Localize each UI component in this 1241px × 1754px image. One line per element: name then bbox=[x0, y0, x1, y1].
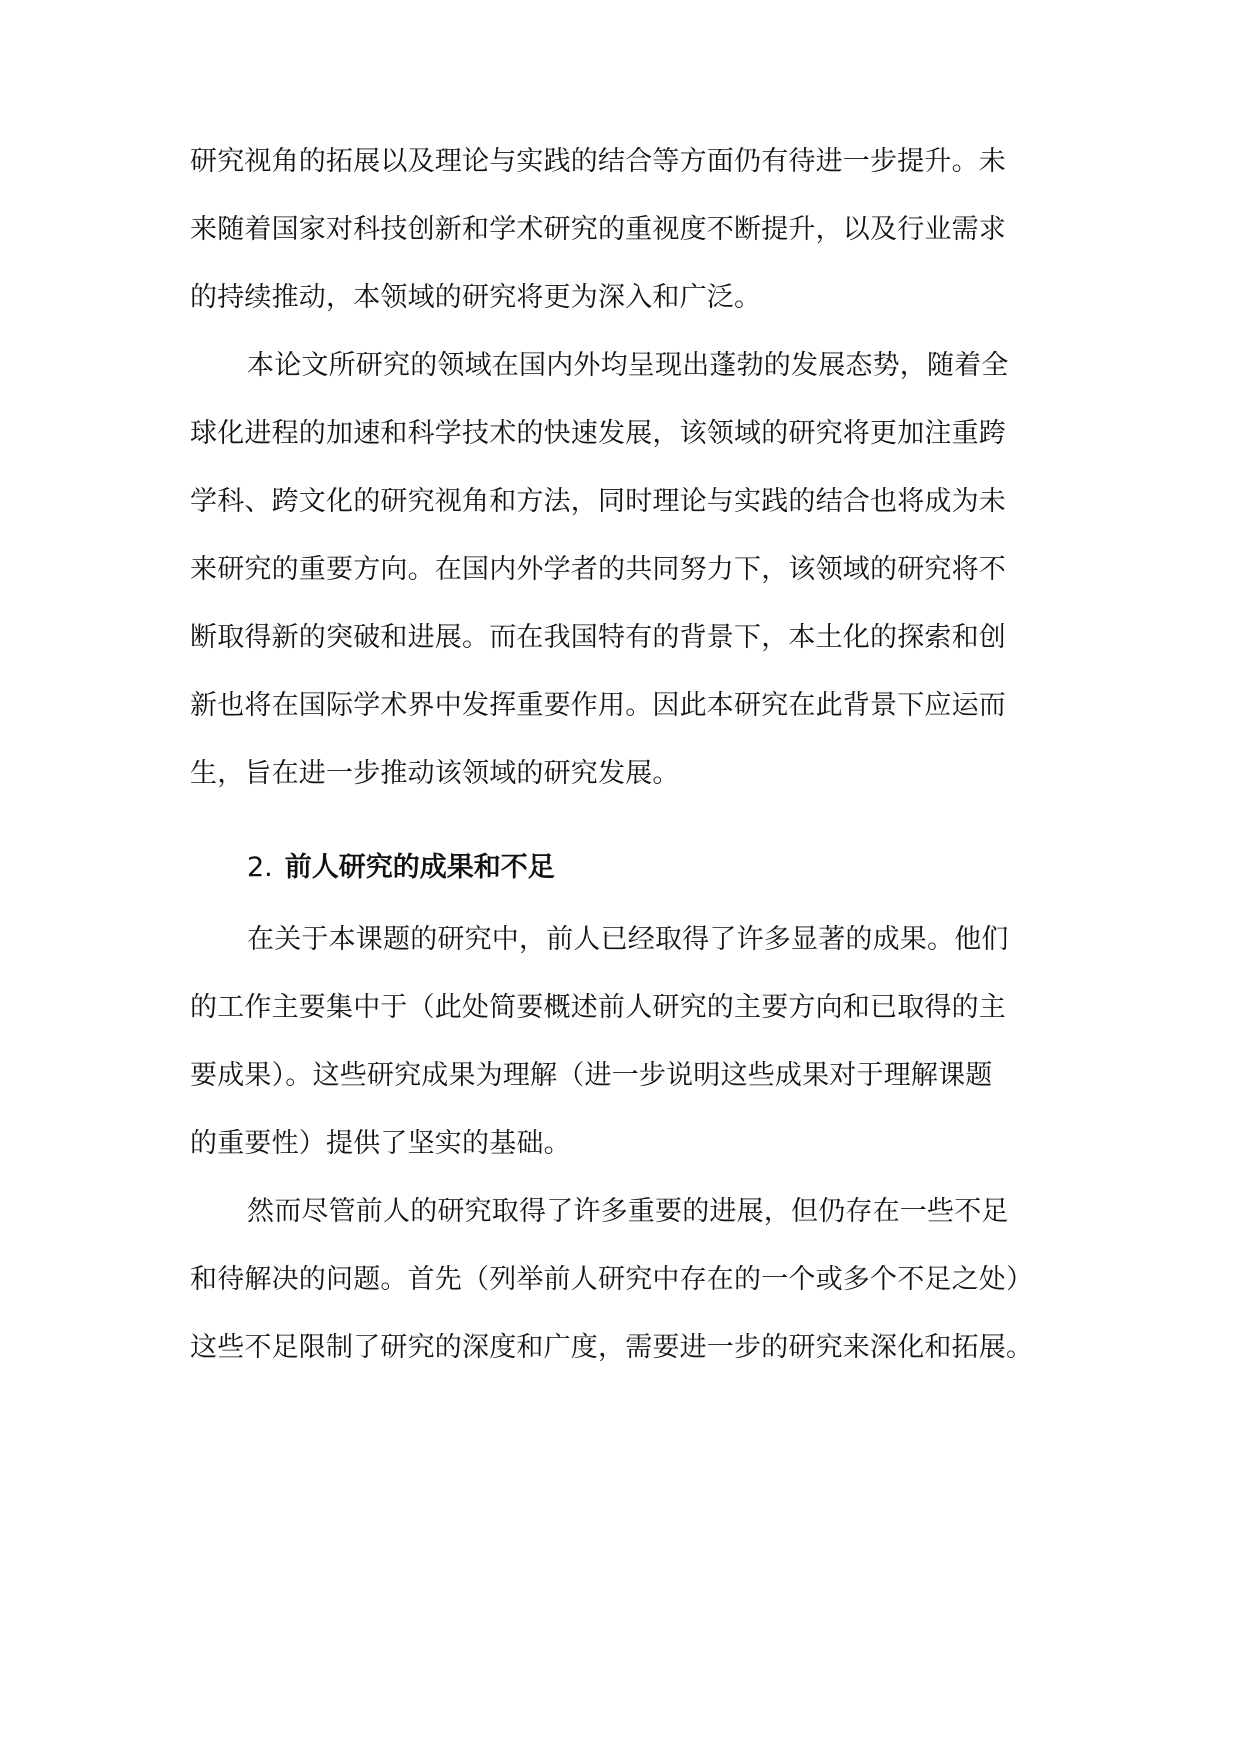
section-heading bbox=[247, 851, 555, 885]
section-title: 前人研究的成果和不足 bbox=[284, 852, 555, 883]
paragraph-1-line-3: 的持续推动，本领域的研究将更为深入和广泛。 bbox=[190, 282, 762, 313]
paragraph-2-line-3: 学科、跨文化的研究视角和方法，同时理论与实践的结合也将成为未 bbox=[190, 486, 1006, 517]
paragraph-3-line-3: 要成果）。这些研究成果为理解（进一步说明这些成果对于理解课题 bbox=[190, 1060, 993, 1091]
paragraph-4-line-1: 然而尽管前人的研究取得了许多重要的进展，但仍存在一些不足 bbox=[247, 1196, 1009, 1227]
paragraph-3-line-2: 的工作主要集中于（此处简要概述前人研究的主要方向和已取得的主 bbox=[190, 992, 1006, 1023]
paragraph-4-line-2: 和待解决的问题。首先（列举前人研究中存在的一个或多个不足之处） bbox=[190, 1264, 1034, 1295]
paragraph-2-line-1: 本论文所研究的领域在国内外均呈现出蓬勃的发展态势，随着全 bbox=[247, 350, 1009, 381]
section-number: 2. bbox=[247, 852, 273, 883]
paragraph-2-line-6: 新也将在国际学术界中发挥重要作用。因此本研究在此背景下应运而 bbox=[190, 690, 1006, 721]
paragraph-2-line-7: 生，旨在进一步推动该领域的研究发展。 bbox=[190, 758, 680, 789]
paragraph-2-line-5: 断取得新的突破和进展。而在我国特有的背景下，本土化的探索和创 bbox=[190, 622, 1006, 653]
paragraph-3-line-1: 在关于本课题的研究中，前人已经取得了许多显著的成果。他们 bbox=[247, 924, 1009, 955]
paragraph-4-line-3: 这些不足限制了研究的深度和广度，需要进一步的研究来深化和拓展。 bbox=[190, 1332, 1034, 1363]
paragraph-2-line-2: 球化进程的加速和科学技术的快速发展，该领域的研究将更加注重跨 bbox=[190, 418, 1006, 449]
paragraph-2-line-4: 来研究的重要方向。在国内外学者的共同努力下，该领域的研究将不 bbox=[190, 554, 1006, 585]
paragraph-1-line-2: 来随着国家对科技创新和学术研究的重视度不断提升，以及行业需求 bbox=[190, 214, 1006, 245]
paragraph-3-line-4: 的重要性）提供了坚实的基础。 bbox=[190, 1128, 571, 1159]
paragraph-1-line-1: 研究视角的拓展以及理论与实践的结合等方面仍有待进一步提升。未 bbox=[190, 146, 1006, 177]
